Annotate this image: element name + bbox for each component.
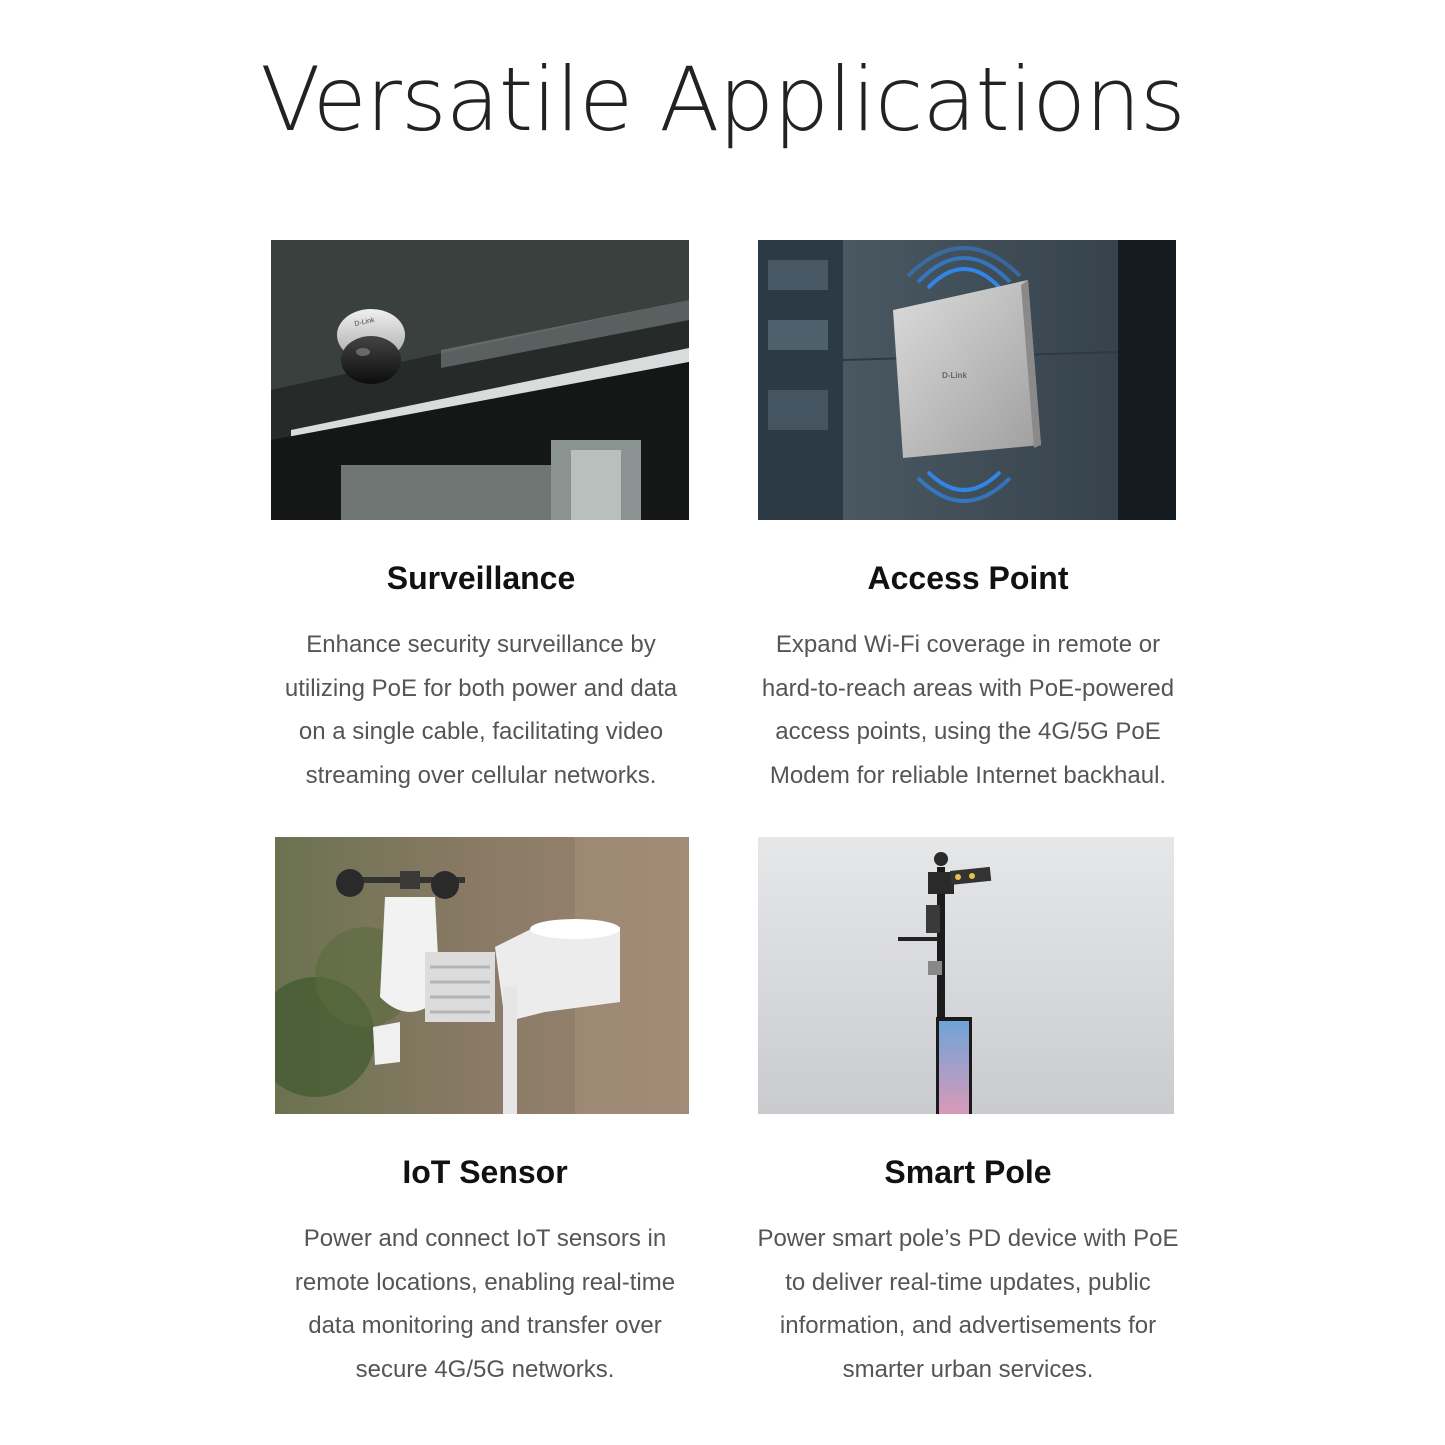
card-heading: Smart Pole [884, 1154, 1052, 1190]
card-heading: IoT Sensor [402, 1154, 568, 1190]
application-card-iot-sensor [275, 837, 695, 1391]
card-description: Enhance security surveillance by utilizing PoE for both power and data on a single cable, facilitating video streaming over cellular networks. [284, 631, 678, 789]
card-description: Power smart pole’s PD device with PoE to deliver real-time updates, public information, and advertisements for smarter urban services. [757, 1225, 1179, 1383]
card-description: Power and connect IoT sensors in remote locations, enabling real-time data monitoring and transfer over secure 4G/5G networks. [294, 1225, 676, 1383]
weather-station-photo [275, 837, 689, 1114]
card-description: Expand Wi-Fi coverage in remote or hard-to-reach areas with PoE-powered access points, using the 4G/5G PoE Modem for reliable Internet backhaul. [761, 631, 1175, 789]
application-card-smart-pole [758, 837, 1178, 1391]
page-title: Versatile Applications [260, 48, 1185, 151]
application-card-access-point [758, 240, 1178, 797]
dome-camera-photo [271, 240, 689, 520]
card-heading: Surveillance [386, 560, 576, 596]
camera-logo: D-Link [353, 316, 376, 328]
access-point-photo [758, 240, 1176, 520]
application-card-surveillance [271, 240, 691, 797]
smart-pole-photo [758, 837, 1174, 1114]
access-point-logo: D-Link [942, 371, 967, 380]
card-heading: Access Point [867, 560, 1069, 596]
